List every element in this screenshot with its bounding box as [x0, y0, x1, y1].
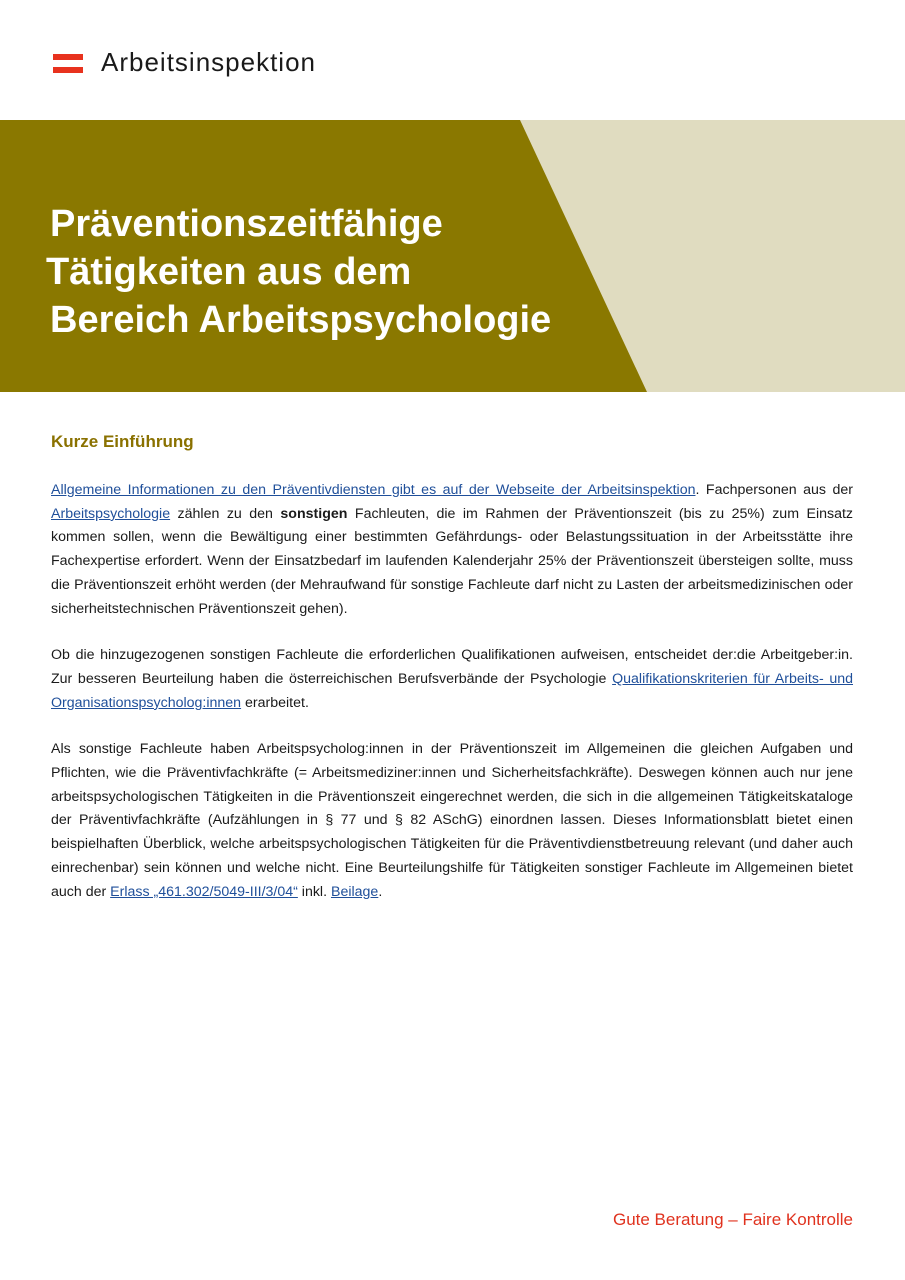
- link-praeventivdienste-webseite[interactable]: Allgemeine Informationen zu den Präventivdiensten gibt es auf der Webseite der Arbeitsinspektion: [51, 482, 696, 498]
- link-arbeitspsychologie[interactable]: Arbeitspsychologie: [51, 505, 171, 522]
- p2-text-1: Ob die hinzugezogenen sonstigen Fachleute die erforderlichen Qualifikationen aufweisen, entscheidet der:die Arbeitgeber:in. Zur besseren Beurteilung haben die österreichischen Berufsverbände der Psychologie: [51, 647, 853, 687]
- p3-text-3: .: [378, 883, 383, 900]
- main-content: [51, 432, 853, 927]
- page-title: [46, 200, 570, 344]
- p1-text-2: zählen zu den: [170, 505, 281, 522]
- footer-slogan: Gute Beratung – Faire Kontrolle: [612, 1210, 853, 1229]
- title-line-1: Präventionszeitfähige: [50, 203, 443, 245]
- p1-text-1: . Fachpersonen aus der: [695, 482, 853, 498]
- p2-text-2: erarbeitet.: [241, 694, 309, 711]
- link-qualifikationskriterien[interactable]: Qualifikationskriterien für Arbeits- und Organisationspsycholog:innen: [51, 670, 853, 711]
- p1-text-3: Fachleuten, die im Rahmen der Präventionszeit (bis zu 25%) zum Einsatz kommen sollen, wenn die Bewältigung einer bestimmten Gefährdungs- oder Belastungssituation in der Arbeitsstätte ihre Fachexpertise erfordert. Wenn der Einsatzbedarf im laufenden Kalenderjahr 25% der Präventionszeit übersteigen sollte, muss die Präventionszeit erhöht werden (der Mehraufwand für sonstige Fachleute darf nicht zu Lasten der arbeitsmedizinischen oder sicherheitstechnischen Präventionszeit gehen).: [51, 505, 854, 617]
- intro-paragraph-2: [51, 644, 853, 715]
- page-header: [0, 0, 905, 120]
- title-line-2: Tätigkeiten aus dem: [46, 251, 412, 293]
- p3-text-1: Als sonstige Fachleute haben Arbeitspsycholog:innen in der Präventionszeit im Allgemeinen die gleichen Aufgaben und Pflichten, wie die Präventivfachkräfte (= Arbeitsmediziner:innen und Sicherheitsfachkräfte). Deswegen können auch nur jene arbeitspsychologischen Tätigkeiten in die Präventionszeit eingerechnet werden, die sich in die allgemeinen Tätigkeitskataloge der Präventivfachkräfte (Aufzählungen in § 77 und § 82 ASchG) einordnen lassen. Dieses Informationsblatt bietet einen beispielhaften Überblick, welche arbeitspsychologischen Tätigkeiten für die Präventivdienstbetreuung relevant (und daher auch einrechenbar) sein können und welche nicht. Eine Beurteilungshilfe für Tätigkeiten sonstiger Fachleute im Allgemeinen bietet auch der: [51, 741, 853, 900]
- intro-paragraph-3: [51, 738, 853, 904]
- section-heading: Kurze Einführung: [51, 432, 194, 451]
- austria-flag-icon: [53, 54, 83, 73]
- link-beilage[interactable]: Beilage: [330, 883, 379, 900]
- link-erlass[interactable]: Erlass „461.302/5049-III/3/04“: [110, 883, 298, 900]
- title-line-3: Bereich Arbeitspsychologie: [50, 299, 552, 341]
- logo-text: Arbeitsinspektion: [101, 47, 316, 77]
- p1-bold-sonstigen: sonstigen: [280, 505, 348, 522]
- title-banner: [0, 120, 905, 392]
- intro-paragraph-1: [51, 479, 853, 621]
- p3-text-2: inkl.: [297, 883, 331, 900]
